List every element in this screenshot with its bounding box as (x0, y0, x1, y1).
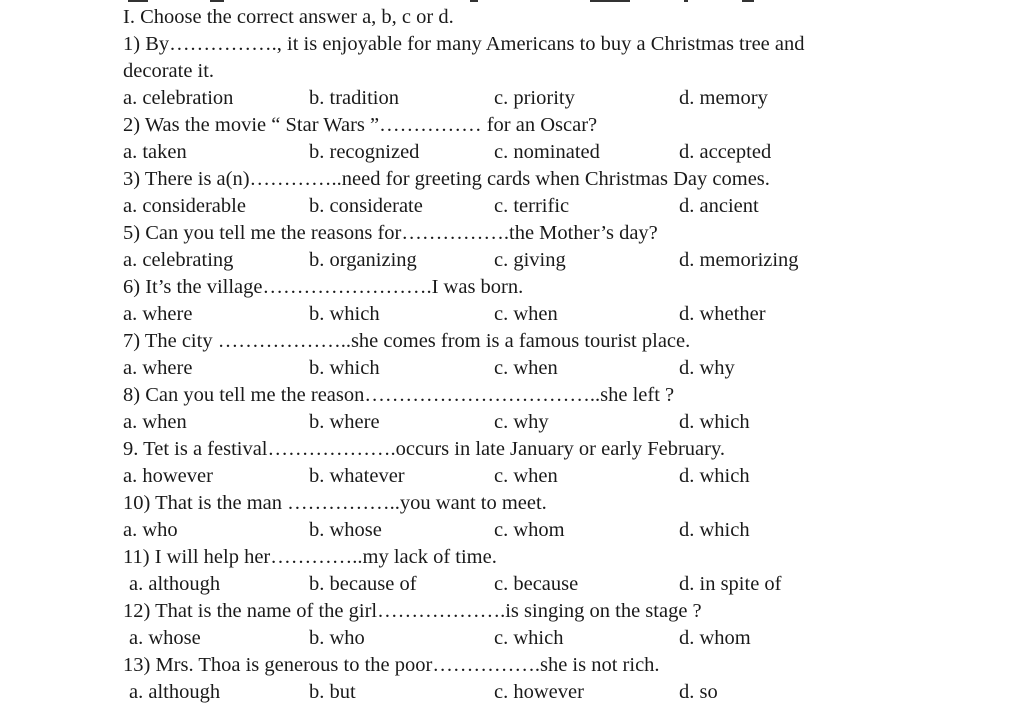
option-b: b. because of (309, 573, 417, 595)
option-b: b. considerate (309, 195, 423, 217)
option-a: a. although (129, 573, 221, 595)
question-8-options (0, 409, 1024, 436)
question-1-line-1: 1) By……………., it is enjoyable for many Americans to buy a Christmas tree and (123, 33, 805, 55)
question-2-options (0, 139, 1024, 166)
question-10-options (0, 517, 1024, 544)
option-d: d. so (679, 681, 718, 703)
option-b: b. recognized (309, 141, 420, 163)
question-9-options (0, 463, 1024, 490)
option-d: d. why (679, 357, 735, 379)
question-9-line: 9. Tet is a festival……………….occurs in late January or early February. (123, 438, 726, 460)
option-d: d. which (679, 465, 750, 487)
option-c: c. when (494, 465, 558, 487)
option-c: c. giving (494, 249, 566, 271)
option-b: b. but (309, 681, 356, 703)
option-d: d. accepted (679, 141, 772, 163)
question-7-options (0, 355, 1024, 382)
cropped-previous-line (0, 0, 1024, 3)
option-c: c. which (494, 627, 564, 649)
question-6-line: 6) It’s the village…………………….I was born. (123, 276, 524, 298)
option-b: b. tradition (309, 87, 399, 109)
option-a: a. when (123, 411, 187, 433)
option-c: c. nominated (494, 141, 600, 163)
option-c: c. however (494, 681, 584, 703)
option-a: a. where (123, 303, 193, 325)
option-a: a. whose (129, 627, 201, 649)
option-b: b. whatever (309, 465, 405, 487)
option-a: a. who (123, 519, 178, 541)
option-c: c. when (494, 357, 558, 379)
question-8-line: 8) Can you tell me the reason……………………………..she left ? (123, 384, 675, 406)
option-b: b. where (309, 411, 380, 433)
question-7-line: 7) The city ………………..she comes from is a famous tourist place. (123, 330, 691, 352)
option-a: a. where (123, 357, 193, 379)
option-d: d. memorizing (679, 249, 799, 271)
question-12-line: 12) That is the name of the girl……………….is singing on the stage ? (123, 600, 702, 622)
option-d: d. which (679, 519, 750, 541)
option-c: c. whom (494, 519, 565, 541)
question-11-options (0, 571, 1024, 598)
option-b: b. which (309, 357, 380, 379)
option-c: c. because (494, 573, 579, 595)
option-d: d. ancient (679, 195, 759, 217)
option-a: a. celebration (123, 87, 234, 109)
option-c: c. terrific (494, 195, 570, 217)
option-d: d. in spite of (679, 573, 782, 595)
option-d: d. which (679, 411, 750, 433)
option-d: d. whom (679, 627, 751, 649)
question-5-options (0, 247, 1024, 274)
option-a: a. considerable (123, 195, 246, 217)
question-13-line: 13) Mrs. Thoa is generous to the poor…………….she is not rich. (123, 654, 660, 676)
option-b: b. organizing (309, 249, 417, 271)
option-c: c. when (494, 303, 558, 325)
question-13-options (0, 679, 1024, 706)
question-3-line: 3) There is a(n)…………..need for greeting cards when Christmas Day comes. (123, 168, 770, 190)
option-a: a. taken (123, 141, 187, 163)
option-a: a. although (129, 681, 221, 703)
option-d: d. whether (679, 303, 766, 325)
option-b: b. who (309, 627, 365, 649)
question-1-options (0, 85, 1024, 112)
option-c: c. why (494, 411, 549, 433)
question-10-line: 10) That is the man ……………..you want to meet. (123, 492, 547, 514)
question-12-options (0, 625, 1024, 652)
question-2-line: 2) Was the movie “ Star Wars ”…………… for an Oscar? (123, 114, 598, 136)
question-11-line: 11) I will help her…………..my lack of time. (123, 546, 497, 568)
option-d: d. memory (679, 87, 768, 109)
question-1-line-2: decorate it. (123, 60, 215, 82)
option-a: a. however (123, 465, 213, 487)
option-b: b. which (309, 303, 380, 325)
question-6-options (0, 301, 1024, 328)
question-5-line: 5) Can you tell me the reasons for…………….the Mother’s day? (123, 222, 658, 244)
option-b: b. whose (309, 519, 382, 541)
section-heading: I. Choose the correct answer a, b, c or d. (123, 6, 454, 28)
option-c: c. priority (494, 87, 575, 109)
question-3-options (0, 193, 1024, 220)
option-a: a. celebrating (123, 249, 234, 271)
